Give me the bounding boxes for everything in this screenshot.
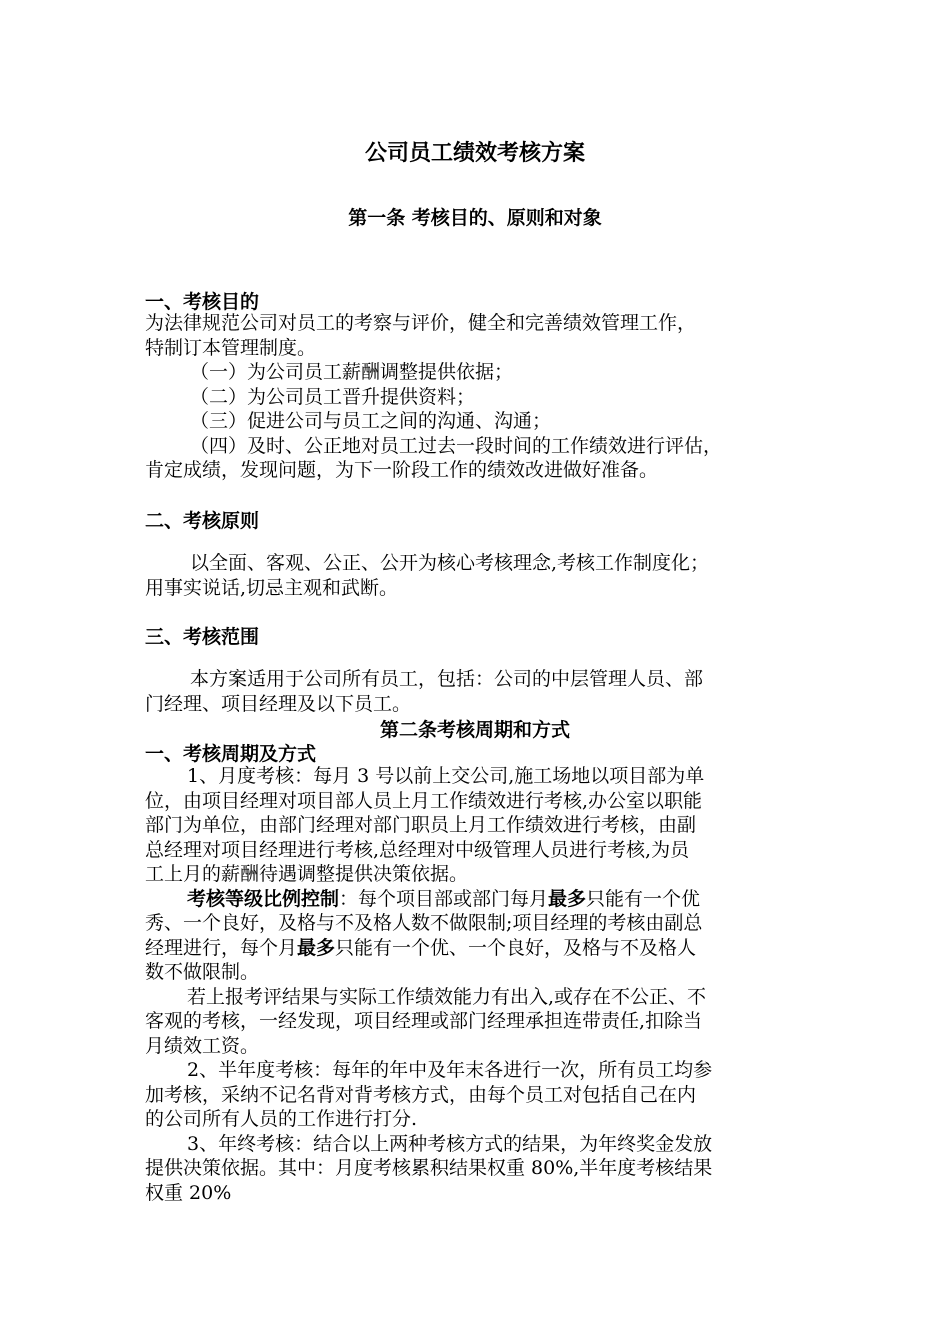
section-scope-heading: 三、考核范围	[145, 626, 260, 648]
bold-term: 最多	[548, 887, 587, 910]
text-line: 数不做限制。	[145, 961, 260, 983]
text-line	[145, 936, 810, 961]
article-1-heading: 第一条 考核目的、原则和对象	[348, 207, 602, 229]
text-line: 部门为单位，由部门经理对部门职员上月工作绩效进行考核，由副	[145, 814, 697, 836]
text-line: 加考核，采纳不记名背对背考核方式，由每个员工对包括自己在内	[145, 1083, 697, 1106]
text-line: 1、月度考核：每月 3 号以前上交公司,施工场地以项目部为单	[187, 765, 705, 787]
text-line: 月绩效工资。	[145, 1034, 260, 1057]
text-line: 总经理对项目经理进行考核,总经理对中级管理人员进行考核,为员	[145, 838, 690, 861]
document-title: 公司员工绩效考核方案	[364, 141, 585, 166]
text-line: 以全面、客观、公正、公开为核心考核理念,考核工作制度化；	[190, 552, 710, 574]
text-line: 为法律规范公司对员工的考察与评价，健全和完善绩效管理工作，	[145, 312, 697, 334]
list-item: （一）为公司员工薪酬调整提供依据；	[190, 361, 514, 383]
section-cycle-body	[145, 764, 810, 1205]
section-purpose-body	[145, 311, 810, 483]
text-line: 门经理、项目经理及以下员工。	[145, 692, 412, 715]
text-line: 本方案适用于公司所有员工，包括：公司的中层管理人员、部	[190, 668, 704, 690]
list-item: （二）为公司员工晋升提供资料；	[190, 385, 476, 408]
text-line: 肯定成绩，发现问题，为下一阶段工作的绩效改进做好准备。	[145, 459, 659, 481]
text-line: 位，由项目经理对项目部人员上月工作绩效进行考核,办公室以职能	[145, 789, 703, 812]
text-line: 秀、一个良好，及格与不及格人数不做限制;项目经理的考核由副总	[145, 912, 703, 934]
text-run: 只能有一个优	[586, 887, 701, 910]
text-line: 提供决策依据。其中：月度考核累积结果权重 80%,半年度考核结果	[145, 1157, 713, 1179]
list-item: （四）及时、公正地对员工过去一段时间的工作绩效进行评估，	[190, 434, 723, 457]
text-line: 客观的考核，一经发现，项目经理或部门经理承担连带责任,扣除当	[145, 1010, 703, 1032]
text-line: 权重 20%	[145, 1181, 232, 1204]
text-line: 的公司所有人员的工作进行打分.	[145, 1108, 418, 1130]
section-cycle-heading: 一、考核周期及方式	[145, 743, 317, 765]
section-purpose-heading: 一、考核目的	[145, 291, 260, 313]
section-principles-body	[145, 551, 810, 600]
text-run: ：每个项目部或部门每月	[339, 887, 549, 910]
text-line: 若上报考评结果与实际工作绩效能力有出入,或存在不公正、不	[187, 985, 707, 1008]
text-line	[145, 887, 810, 912]
bold-term: 考核等级比例控制	[187, 887, 340, 910]
bold-term: 最多	[297, 936, 336, 959]
text-line: 用事实说话,切忌主观和武断。	[145, 576, 399, 599]
article-2-heading: 第二条考核周期和方式	[379, 719, 570, 741]
text-line: 2、半年度考核：每年的年中及年末各进行一次，所有员工均参	[187, 1059, 713, 1081]
list-item: （三）促进公司与员工之间的沟通、沟通；	[190, 410, 552, 432]
text-line: 工上月的薪酬待遇调整提供决策依据。	[145, 863, 469, 885]
text-run: 只能有一个优、一个良好，及格与不及格人	[335, 936, 697, 959]
text-run: 经理进行，每个月	[145, 936, 298, 959]
section-scope-body	[145, 667, 810, 716]
section-principles-heading: 二、考核原则	[145, 510, 260, 532]
text-line: 3、年终考核：结合以上两种考核方式的结果，为年终奖金发放	[187, 1132, 713, 1155]
text-line: 特制订本管理制度。	[145, 336, 317, 359]
